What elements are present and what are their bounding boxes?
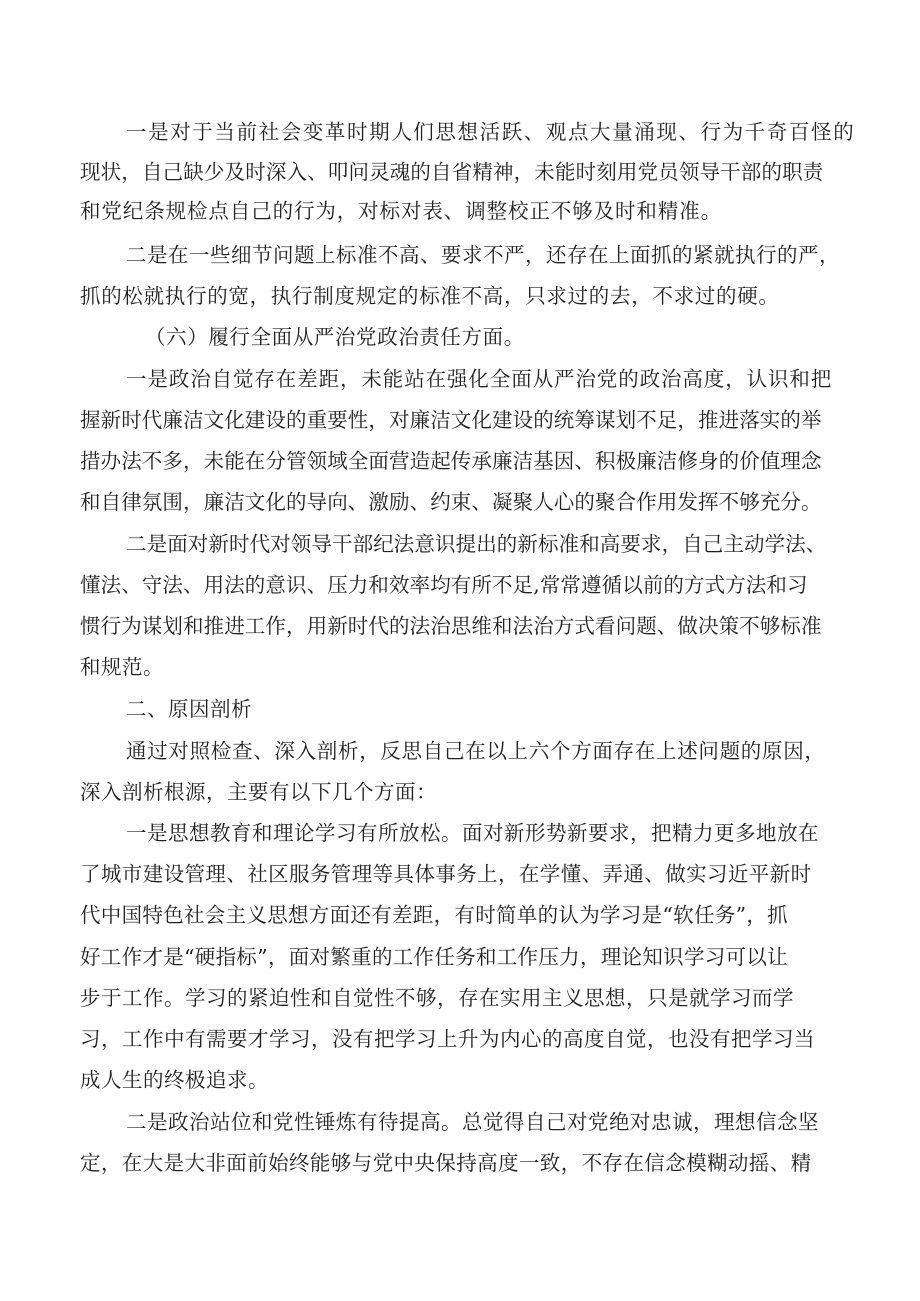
text-line: 二是在一些细节问题上标准不高、要求不严，还存在上面抓的紧就执行的严， bbox=[126, 243, 840, 267]
section-heading: 二、原因剖析 bbox=[126, 697, 252, 721]
text-line: 握新时代廉洁文化建设的重要性，对廉洁文化建设的统筹谋划不足，推进落实的举 bbox=[80, 408, 822, 432]
text-line: 和规范。 bbox=[80, 655, 164, 679]
text-line: 和自律氛围，廉洁文化的导向、激励、约束、凝聚人心的聚合作用发挥不够充分。 bbox=[80, 490, 822, 514]
text-line: 懂法、守法、用法的意识、压力和效率均有所不足,常常遵循以前的方式方法和习 bbox=[80, 573, 808, 597]
text-line: 现状，自己缺少及时深入、叩问灵魂的自省精神，未能时刻用党员领导干部的职责 bbox=[80, 160, 824, 184]
text-line: 习，工作中有需要才学习，没有把学习上升为内心的高度自觉，也没有把学习当 bbox=[80, 1027, 815, 1051]
text-line: 深入剖析根源，主要有以下几个方面： bbox=[80, 780, 437, 804]
text-line: 二是政治站位和党性锤炼有待提高。总觉得自己对党绝对忠诚，理想信念坚 bbox=[126, 1110, 819, 1134]
text-line: 定，在大是大非面前始终能够与党中央保持高度一致，不存在信念模糊动摇、精 bbox=[80, 1151, 812, 1175]
text-line: 通过对照检查、深入剖析，反思自己在以上六个方面存在上述问题的原因， bbox=[126, 739, 826, 763]
text-line: 代中国特色社会主义思想方面还有差距，有时简单的认为学习是“软任务”，抓 bbox=[80, 903, 788, 927]
text-line: 成人生的终极追求。 bbox=[80, 1068, 269, 1092]
text-line: 步于工作。学习的紧迫性和自觉性不够，存在实用主义思想，只是就学习而学 bbox=[80, 986, 794, 1010]
text-line: 好工作才是“硬指标”，面对繁重的工作任务和工作压力，理论知识学习可以让 bbox=[80, 945, 788, 969]
text-line: 措办法不多，未能在分管领域全面营造起传承廉洁基因、积极廉洁修身的价值理念 bbox=[80, 449, 822, 473]
text-line: 抓的松就执行的宽，执行制度规定的标准不高，只求过的去，不求过的硬。 bbox=[80, 284, 780, 308]
text-line: 了城市建设管理、社区服务管理等具体事务上，在学懂、弄通、做实习近平新时 bbox=[80, 862, 812, 886]
text-line: 一是思想教育和理论学习有所放松。面对新形势新要求，把精力更多地放在 bbox=[126, 821, 819, 845]
text-line: 一是对于当前社会变革时期人们思想活跃、观点大量涌现、行为千奇百怪的 bbox=[126, 120, 856, 144]
text-line: 一是政治自觉存在差距，未能站在强化全面从严治党的政治高度，认识和把 bbox=[126, 367, 833, 391]
text-line: 惯行为谋划和推进工作，用新时代的法治思维和法治方式看问题、做决策不够标准 bbox=[80, 614, 822, 638]
text-line: 二是面对新时代对领导干部纪法意识提出的新标准和高要求，自己主动学法、 bbox=[126, 532, 827, 556]
text-line: 和党纪条规检点自己的行为，对标对表、调整校正不够及时和精准。 bbox=[80, 199, 722, 223]
section-heading: （六）履行全面从严治党政治责任方面。 bbox=[145, 325, 525, 349]
